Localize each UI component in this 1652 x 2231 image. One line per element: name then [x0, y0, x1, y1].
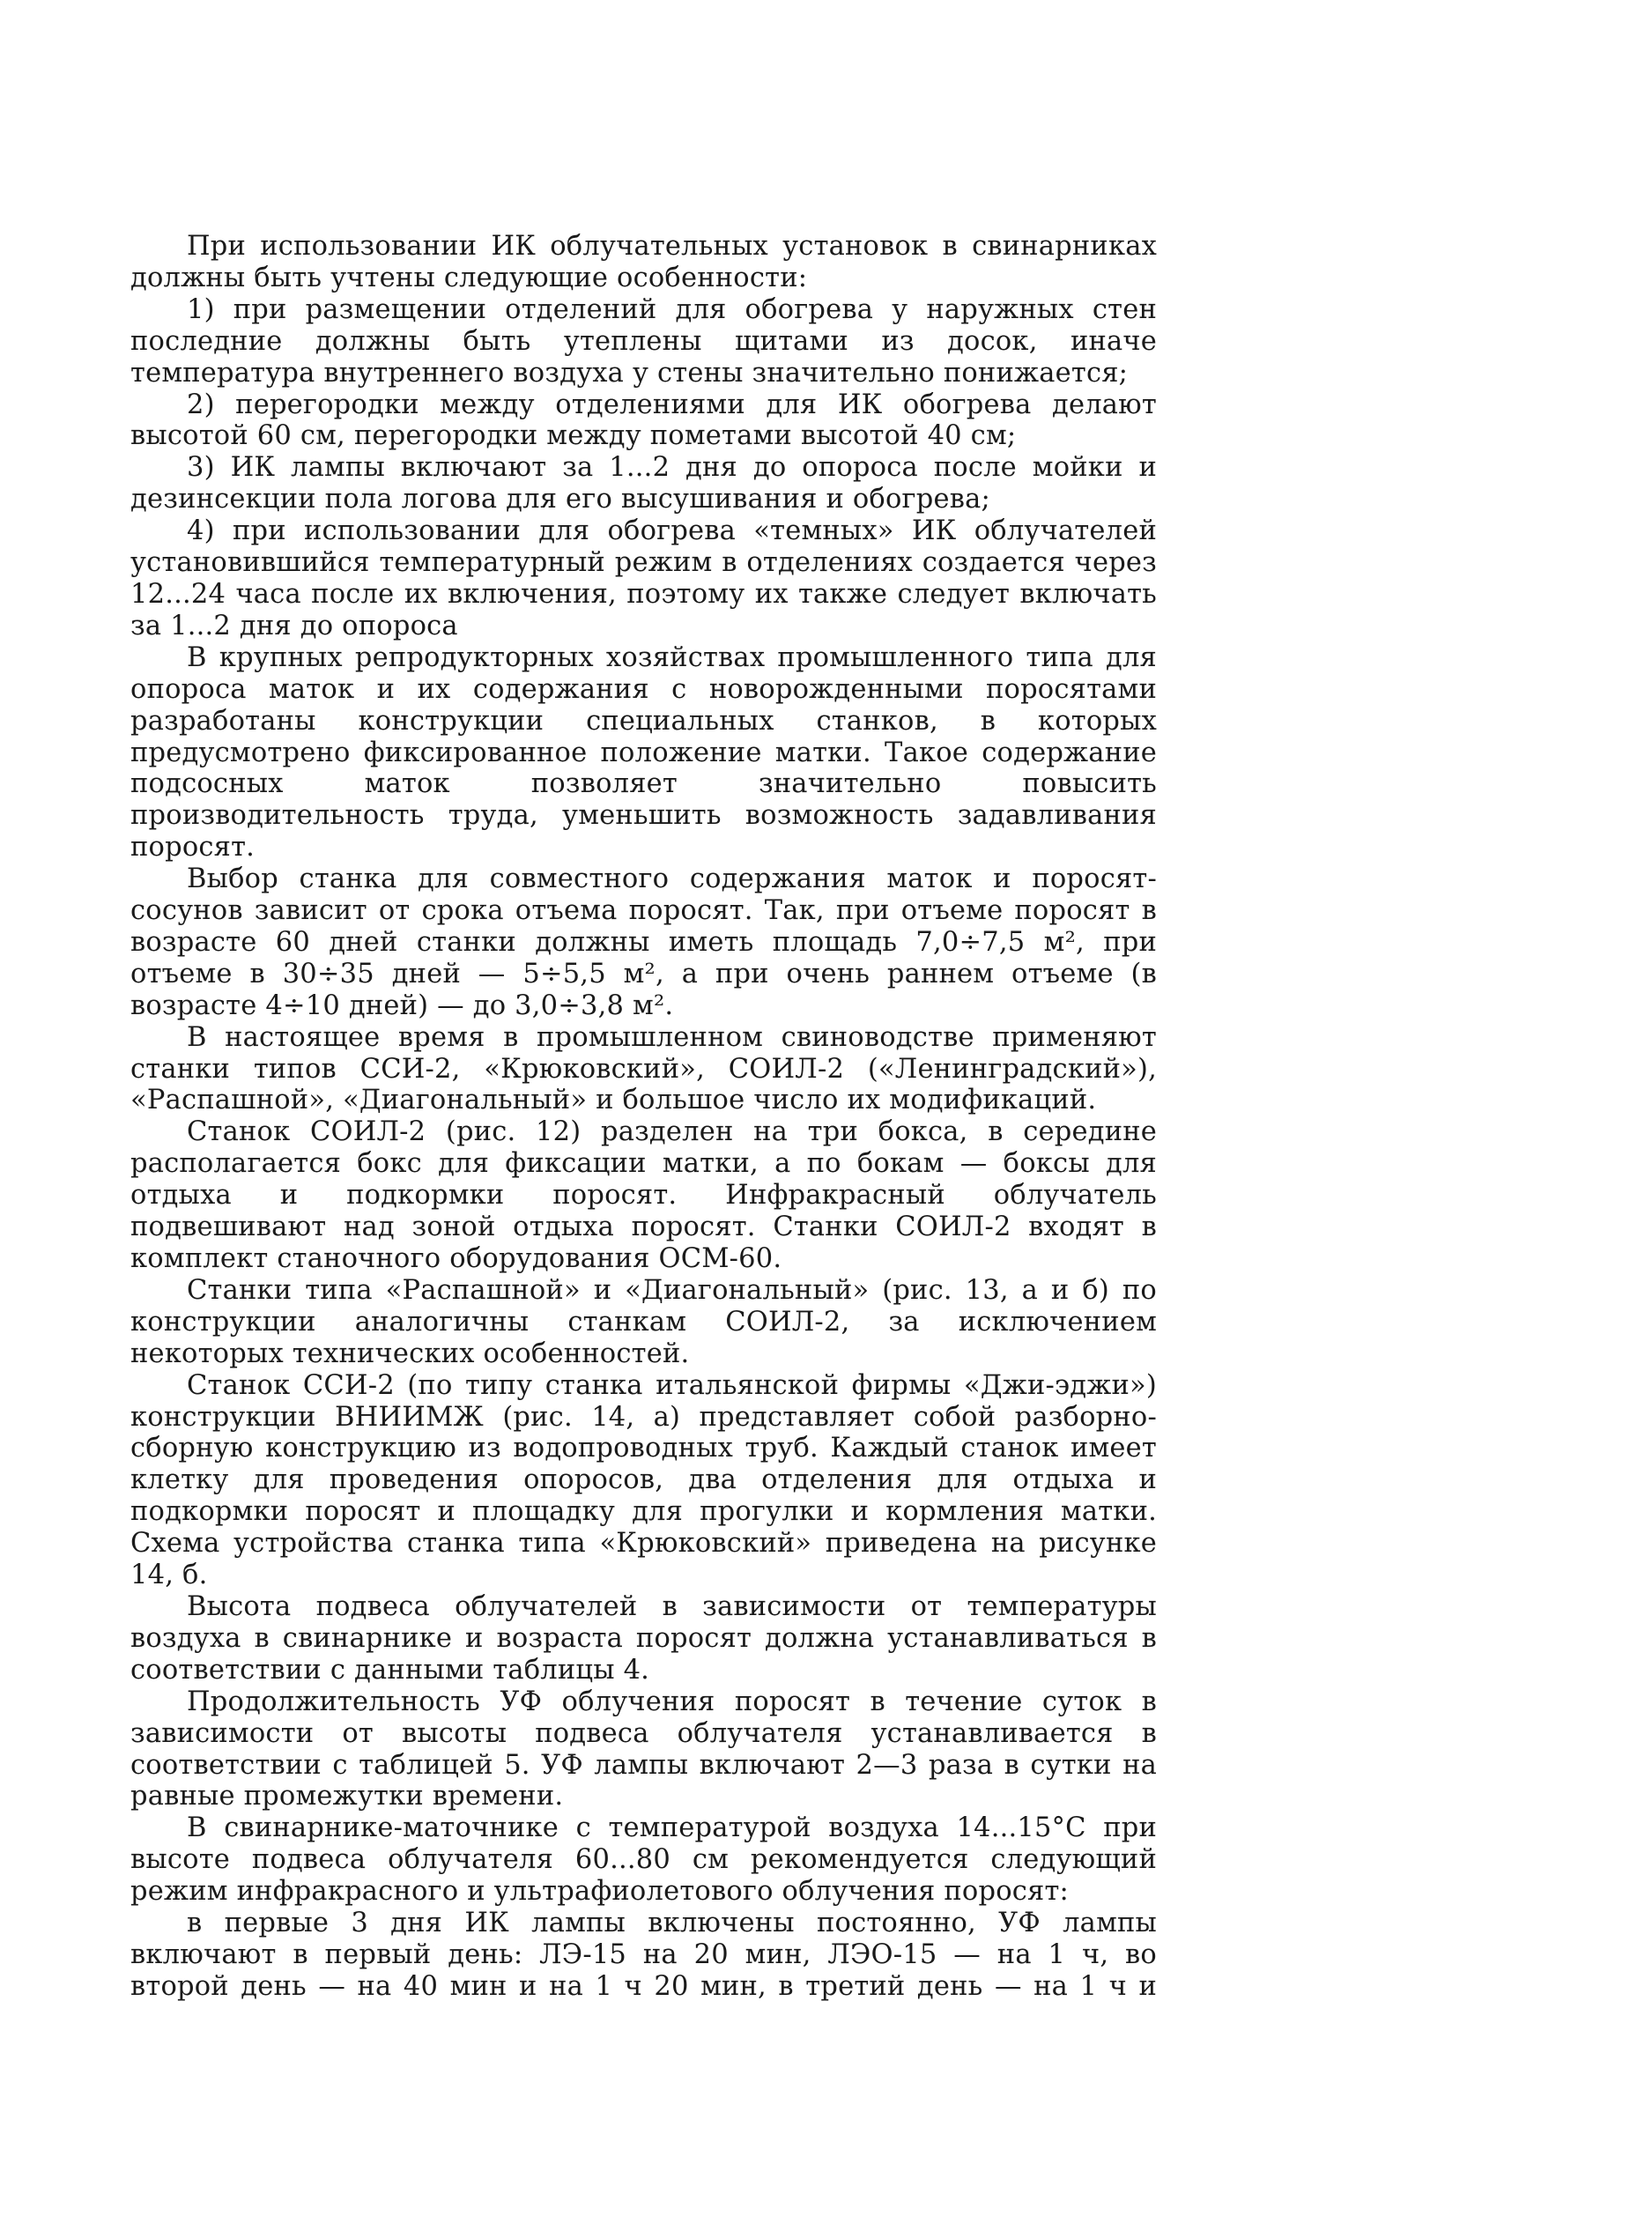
- body-paragraph: Выбор станка для совместного содержания маток и поросят-сосунов зависит от срока отъема поросят. Так, при отъеме поросят в возрасте 60 дней станки должны иметь площадь 7,0÷7,5 м², при отъеме в 30÷35 дней — 5÷5,5 м², а при очень раннем отъеме (в возрасте 4÷10 дней) — до 3,0÷3,8 м².: [130, 863, 1157, 1021]
- body-paragraph: Продолжительность УФ облучения поросят в течение суток в зависимости от высоты подвеса облучателя устанавливается в соответствии с таблицей 5. УФ лампы включают 2—3 раза в сутки на равные промежутки времени.: [130, 1686, 1157, 1812]
- list-item-4: 4) при использовании для обогрева «темных» ИК облучателей установившийся температурный режим в отделениях создается через 12...24 часа после их включения, поэтому их также следует включать за 1...2 дня до опороса: [130, 515, 1157, 641]
- body-paragraph: В настоящее время в промышленном свиноводстве применяют станки типов ССИ-2, «Крюковский», СОИЛ-2 («Ленинградский»), «Распашной», «Диагональный» и большое число их модификаций.: [130, 1021, 1157, 1116]
- intro-paragraph: При использовании ИК облучательных установок в свинарниках должны быть учтены следующие особенности:: [130, 231, 1157, 293]
- body-paragraph: Станки типа «Распашной» и «Диагональный» (рис. 13, а и б) по конструкции аналогичны станкам СОИЛ-2, за исключением некоторых технических особенностей.: [130, 1274, 1157, 1369]
- body-paragraph: Станок СОИЛ-2 (рис. 12) разделен на три бокса, в середине располагается бокс для фиксации матки, а по бокам — боксы для отдыха и подкормки поросят. Инфракрасный облучатель подвешивают над зоной отдыха поросят. Станки СОИЛ-2 входят в комплект станочного оборудования ОСМ-60.: [130, 1116, 1157, 1274]
- body-paragraph: Станок ССИ-2 (по типу станка итальянской фирмы «Джи-эджи») конструкции ВНИИМЖ (рис. 14, а) представляет собой разборно-сборную конструкцию из водопроводных труб. Каждый станок имеет клетку для проведения опоросов, два отделения для отдыха и подкормки поросят и площадку для прогулки и кормления матки. Схема устройства станка типа «Крюковский» приведена на рисунке 14, б.: [130, 1369, 1157, 1591]
- list-item-3: 3) ИК лампы включают за 1...2 дня до опороса после мойки и дезинсекции пола логова для его высушивания и обогрева;: [130, 452, 1157, 515]
- body-paragraph: в первые 3 дня ИК лампы включены постоянно, УФ лампы включают в первый день: ЛЭ-15 на 20 мин, ЛЭО-15 — на 1 ч, во второй день — на 40 мин и на 1 ч 20 мин, в третий день — на 1 ч и: [130, 1908, 1157, 2002]
- book-page-text: [130, 231, 1157, 2003]
- body-paragraph: Высота подвеса облучателей в зависимости от температуры воздуха в свинарнике и возраста поросят должна устанавливаться в соответствии с данными таблицы 4.: [130, 1590, 1157, 1686]
- list-item-1: 1) при размещении отделений для обогрева у наружных стен последние должны быть утеплены щитами из досок, иначе температура внутреннего воздуха у стены значительно понижается;: [130, 293, 1157, 389]
- body-paragraph: В крупных репродукторных хозяйствах промышленного типа для опороса маток и их содержания с новорожденными поросятами разработаны конструкции специальных станков, в которых предусмотрено фиксированное положение матки. Такое содержание подсосных маток позволяет значительно повысить производительность труда, уменьшить возможность задавливания поросят.: [130, 641, 1157, 863]
- body-paragraph: В свинарнике-маточнике с температурой воздуха 14...15°С при высоте подвеса облучателя 60...80 см рекомендуется следующий режим инфракрасного и ультрафиолетового облучения поросят:: [130, 1812, 1157, 1908]
- list-item-2: 2) перегородки между отделениями для ИК обогрева делают высотой 60 см, перегородки между пометами высотой 40 см;: [130, 389, 1157, 452]
